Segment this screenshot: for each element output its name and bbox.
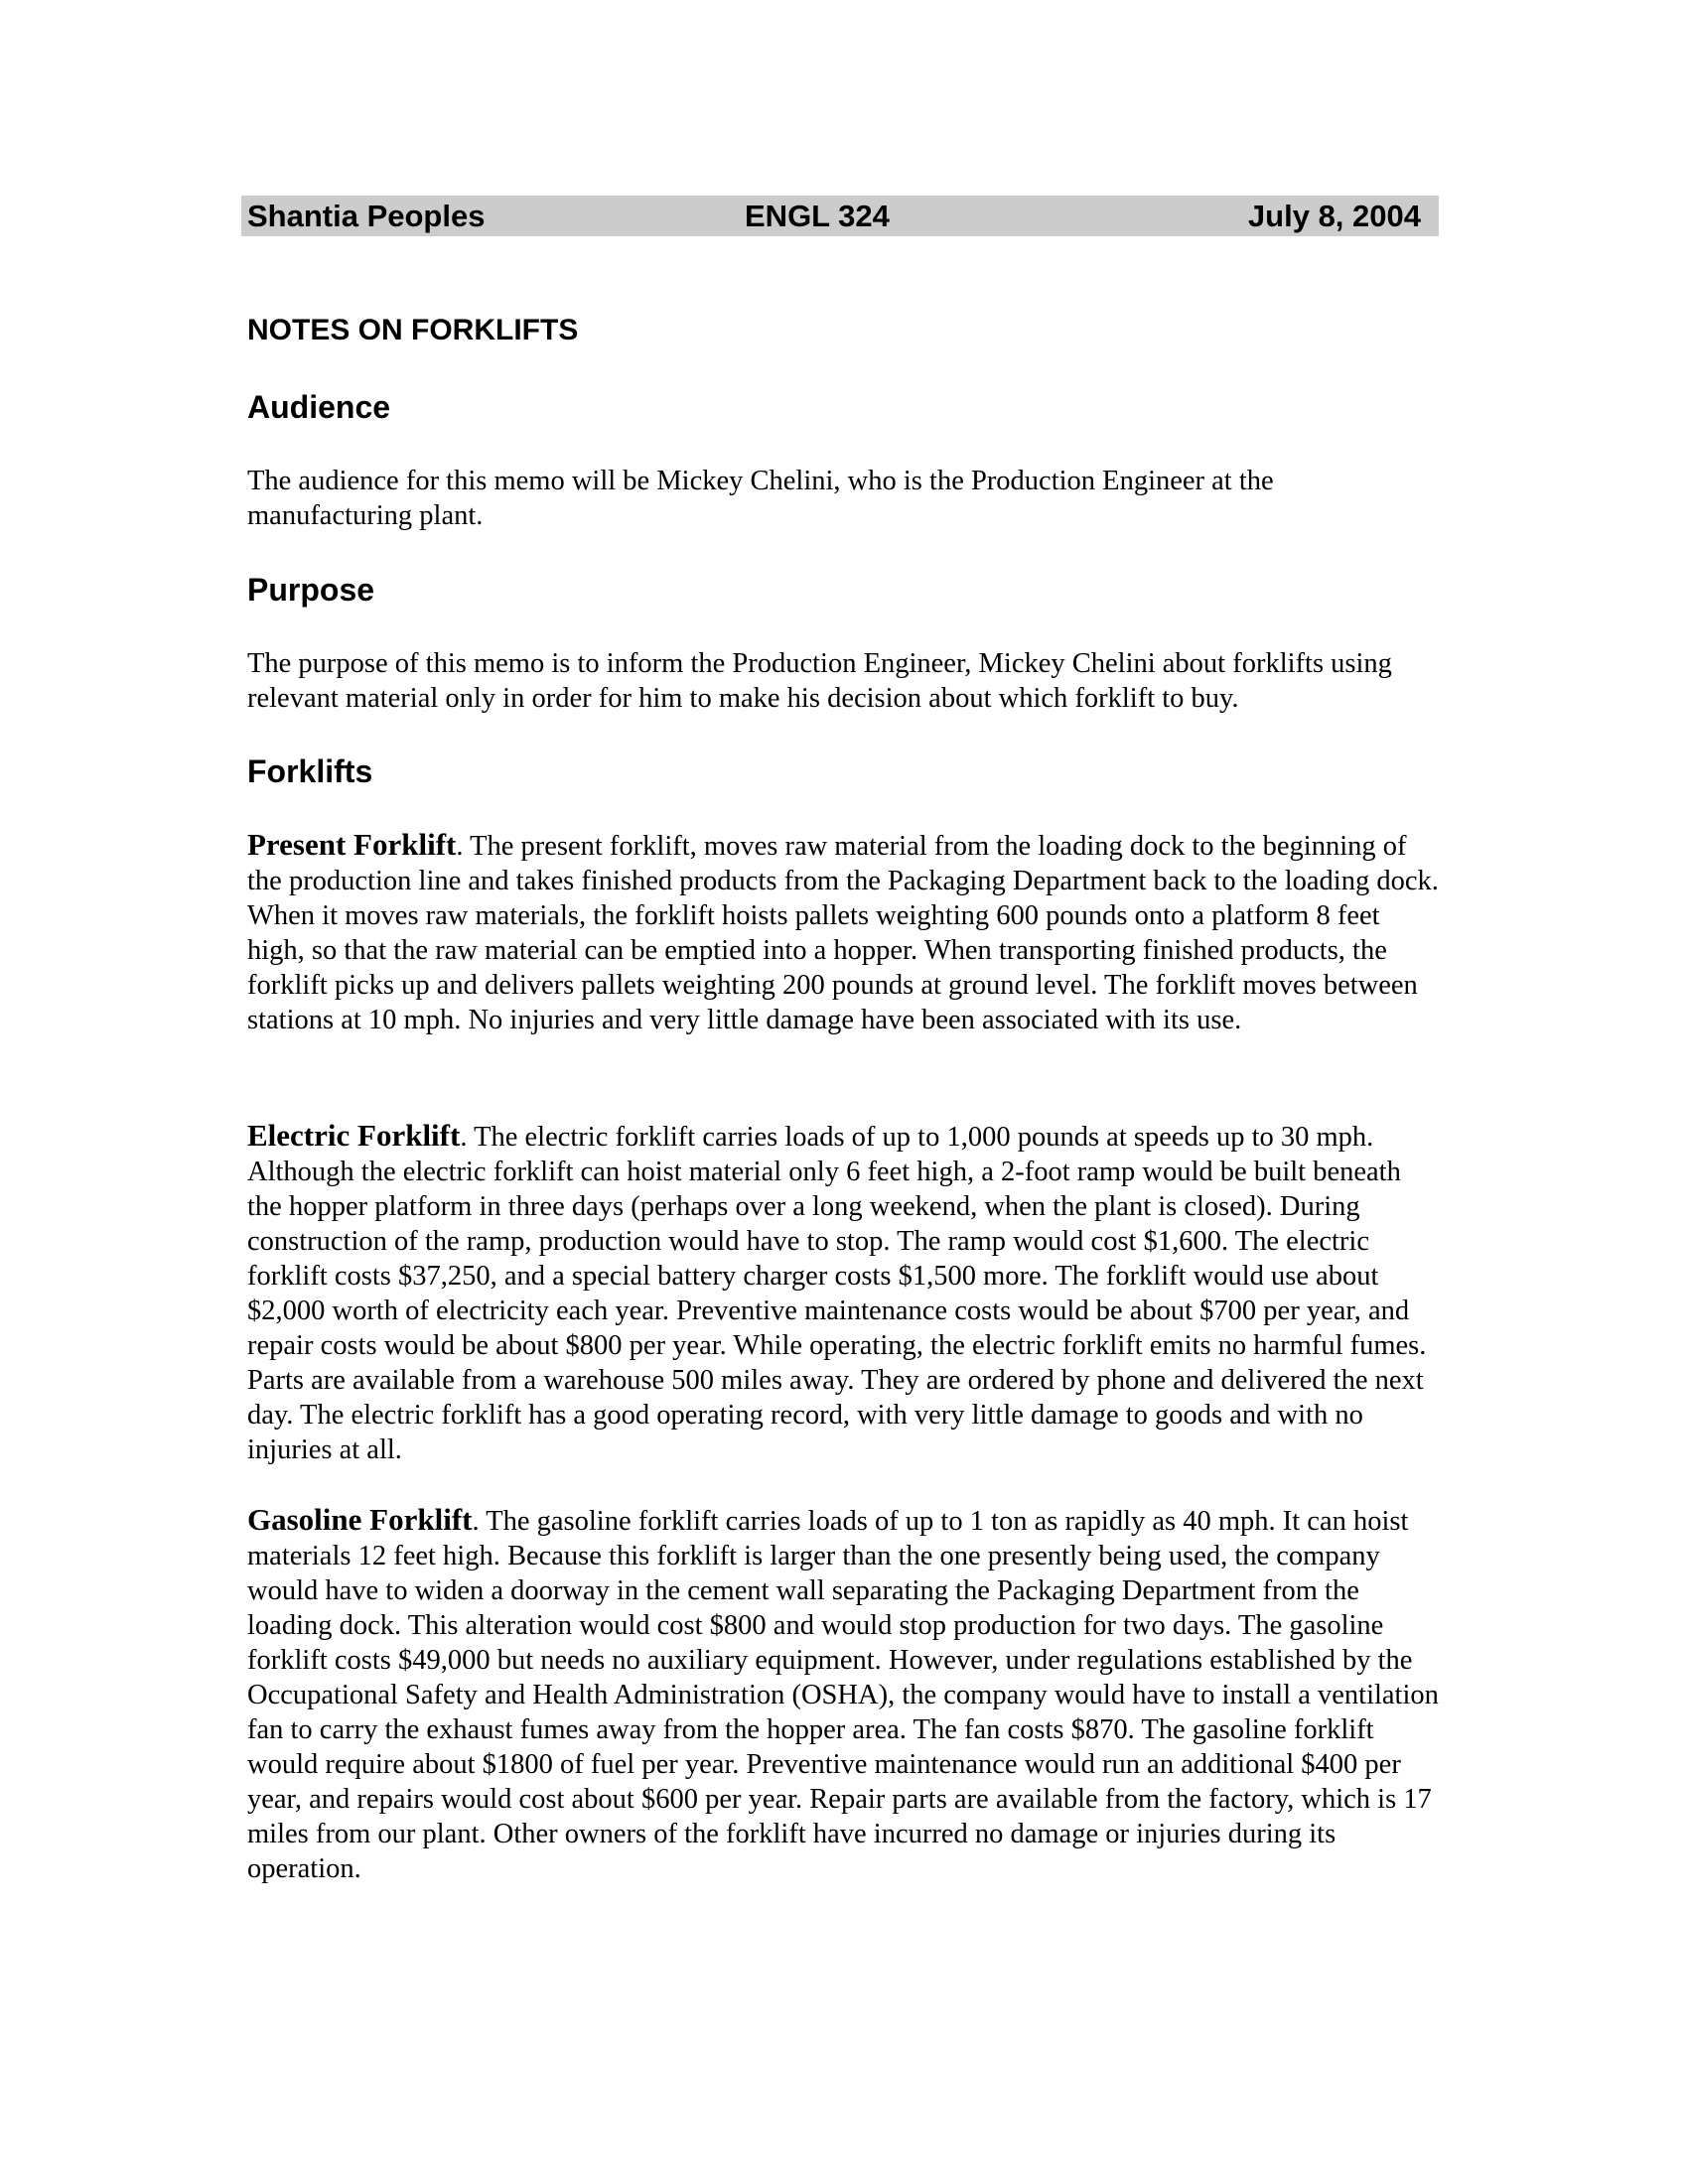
page-title: NOTES ON FORKLIFTS (247, 314, 579, 346)
audience-heading: Audience (247, 389, 391, 425)
purpose-heading: Purpose (247, 572, 375, 608)
present-forklift-text: . The present forklift, moves raw material from the loading dock to the beginning of the production line and takes finished products from the Packaging Department back to the loading dock. When it moves raw materials, the forklift hoists pallets weighting 600 pounds onto a platform 8 feet high, so that the raw material can be emptied into a hopper. When transporting finished products, the forklift picks up and delivers pallets weighting 200 pounds at ground level. The forklift moves between stations at 10 mph. No injuries and very little damage have been associated with its use. (247, 831, 1439, 1035)
purpose-paragraph: The purpose of this memo is to inform the Production Engineer, Mickey Chelini about forklifts using relevant material only in order for him to make his decision about which forklift to buy. (247, 648, 1392, 714)
present-forklift-title: Present Forklift (247, 827, 457, 862)
electric-forklift-title: Electric Forklift (247, 1118, 461, 1153)
gasoline-forklift-title: Gasoline Forklift (247, 1502, 473, 1537)
memo-date: July 8, 2004 (1247, 199, 1421, 233)
electric-forklift-text: . The electric forklift carries loads of up to 1,000 pounds at speeds up to 30 mph. Although the electric forklift can hoist material only 6 feet high, a 2-foot ramp would be built beneath the hopper platform in three days (perhaps over a long weekend, when the plant is closed). During construction of the ramp, production would have to stop. The ramp would cost $1,600. The electric forklift costs $37,250, and a special battery charger costs $1,500 more. The forklift would use about $2,000 worth of electricity each year. Preventive maintenance costs would be about $700 per year, and repair costs would be about $800 per year. While operating, the electric forklift emits no harmful fumes. Parts are available from a warehouse 500 miles away. They are ordered by phone and delivered the next day. The electric forklift has a good operating record, with very little damage to goods and with no injuries at all. (247, 1122, 1427, 1465)
author-name: Shantia Peoples (247, 199, 486, 233)
course-code: ENGL 324 (745, 199, 890, 233)
gasoline-forklift-text: . The gasoline forklift carries loads of up to 1 ton as rapidly as 40 mph. It can hoist materials 12 feet high. Because this forklift is larger than the one presently being used, the company would have to widen a doorway in the cement wall separating the Packaging Department from the loading dock. This alteration would cost $800 and would stop production for two days. The gasoline forklift costs $49,000 but needs no auxiliary equipment. However, under regulations established by the Occupational Safety and Health Administration (OSHA), the company would have to install a ventilation fan to carry the exhaust fumes away from the hopper area. The fan costs $870. The gasoline forklift would require about $1800 of fuel per year. Preventive maintenance would run an additional $400 per year, and repairs would cost about $600 per year. Repair parts are available from the factory, which is 17 miles from our plant. Other owners of the forklift have incurred no damage or injuries during its operation. (247, 1506, 1439, 1884)
audience-paragraph: The audience for this memo will be Mickey Chelini, who is the Production Engineer at the manufacturing plant. (247, 466, 1274, 531)
header-bar (241, 196, 1439, 236)
electric-forklift-paragraph (247, 1118, 1439, 1467)
present-forklift-paragraph (247, 827, 1439, 1037)
gasoline-forklift-paragraph (247, 1502, 1439, 1886)
forklifts-heading: Forklifts (247, 753, 373, 789)
